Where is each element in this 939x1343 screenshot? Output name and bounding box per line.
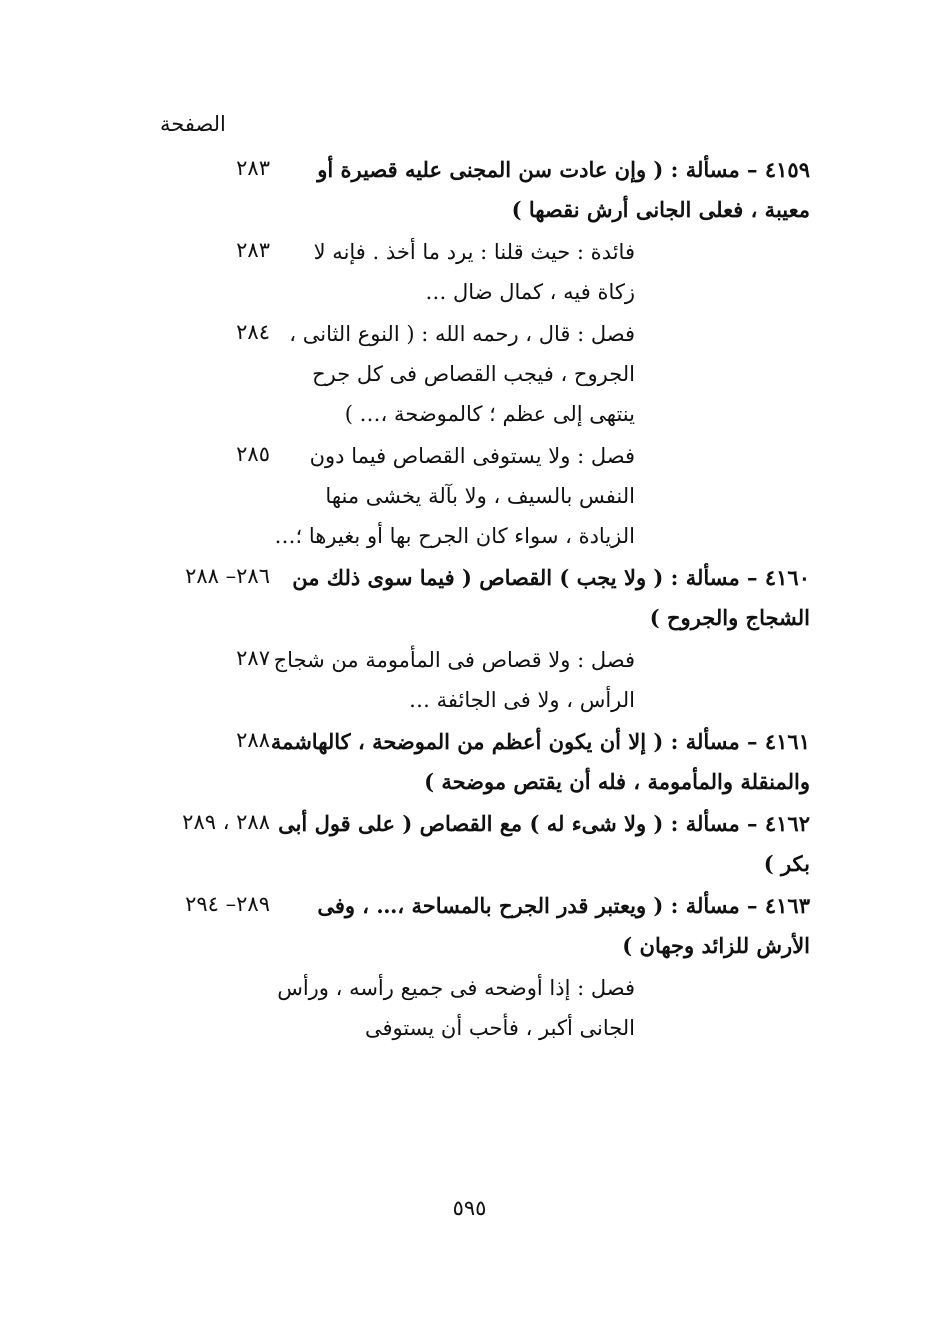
index-list (120, 150, 820, 1050)
index-entry (120, 722, 820, 802)
page-ref (120, 968, 270, 974)
index-entry (120, 314, 820, 434)
index-entry (120, 558, 820, 638)
page-ref: ٢٨٧ (236, 646, 270, 670)
index-entry (120, 436, 820, 556)
index-entry (120, 232, 820, 312)
masala-text: ٤١٦٠ – مسألة : ( ولا يجب ) القصاص ( فيما سوى ذلك من الشجاج والجروح ) (292, 565, 810, 630)
fasl-text: فائدة : حيث قلنا : يرد ما أخذ . فإنه لا زكاة فيه ، كمال ضال … (313, 240, 635, 304)
masala-text: ٤١٥٩ – مسألة : ( وإن عادت سن المجنى عليه قصيرة أو معيبة ، فعلى الجانى أرش نقصها ) (317, 157, 810, 222)
page-ref: ٢٨٥ (236, 442, 270, 466)
masala-text: ٤١٦١ – مسألة : ( إلا أن يكون أعظم من الموضحة ، كالهاشمة والمنقلة والمأمومة ، فله أن يقتص موضحة ) (270, 729, 810, 794)
index-entry (120, 968, 820, 1048)
page-ref: ٢٨٣ (236, 156, 270, 180)
fasl-text: فصل : ولا قصاص فى المأمومة من شجاج الرأس ، ولا فى الجائفة … (273, 648, 635, 712)
page-ref: ٢٨٨ (236, 728, 270, 752)
page-number: ٥٩٥ (452, 1196, 487, 1220)
page-ref: ٢٨٤ (236, 320, 270, 344)
page-ref: ٢٨٩– ٢٩٤ (185, 892, 270, 916)
index-entry (120, 150, 820, 230)
index-entry (120, 640, 820, 720)
page-ref: ٢٨٨ ، ٢٨٩ (182, 810, 270, 834)
page-column-header: الصفحة (160, 112, 226, 136)
fasl-text: فصل : إذا أوضحه فى جميع رأسه ، ورأس الجانى أكبر ، فأحب أن يستوفى (277, 976, 635, 1040)
fasl-text: فصل : ولا يستوفى القصاص فيما دون النفس بالسيف ، ولا بآلة يخشى منها الزيادة ، سواء كان الجرح بها أو بغيرها ؛… (274, 444, 635, 548)
masala-text: ٤١٦٣ – مسألة : ( ويعتبر قدر الجرح بالمساحة ،… ، وفى الأرش للزائد وجهان ) (317, 893, 810, 958)
index-entry (120, 886, 820, 966)
page-ref: ٢٨٣ (236, 238, 270, 262)
page-ref: ٢٨٦– ٢٨٨ (185, 564, 270, 588)
fasl-text: فصل : قال ، رحمه الله : ( النوع الثانى ، الجروح ، فيجب القصاص فى كل جرح ينتهى إلى عظم ؛ كالموضحة ،… ) (289, 322, 635, 426)
masala-text: ٤١٦٢ – مسألة : ( ولا شىء له ) مع القصاص ( على قول أبى بكر ) (278, 811, 810, 876)
index-entry (120, 804, 820, 884)
